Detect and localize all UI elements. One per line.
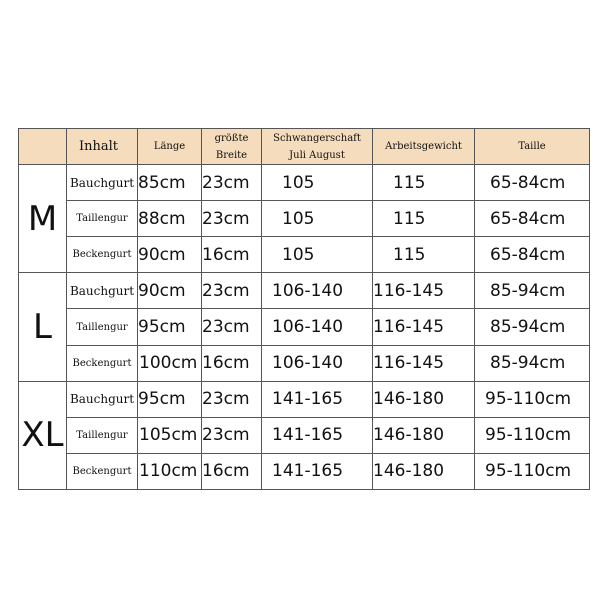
laenge-value: 95cm bbox=[138, 309, 202, 345]
arbeitsgewicht-value: 146-180 bbox=[373, 453, 475, 489]
breite-value: 23cm bbox=[202, 309, 262, 345]
header-row bbox=[19, 129, 590, 165]
laenge-value: 110cm bbox=[138, 453, 202, 489]
laenge-value: 88cm bbox=[138, 201, 202, 237]
belt-type: Beckengurt bbox=[67, 453, 138, 489]
arbeitsgewicht-value: 115 bbox=[373, 201, 475, 237]
laenge-value: 90cm bbox=[138, 273, 202, 309]
table-row bbox=[19, 273, 590, 309]
arbeitsgewicht-value: 146-180 bbox=[373, 417, 475, 453]
belt-type: Beckengurt bbox=[67, 237, 138, 273]
taille-value: 95-110cm bbox=[475, 417, 590, 453]
table-row bbox=[19, 381, 590, 417]
arbeitsgewicht-value: 115 bbox=[373, 165, 475, 201]
schwangerschaft-value: 106-140 bbox=[262, 345, 373, 381]
size-label: M bbox=[19, 165, 67, 273]
table-row bbox=[19, 345, 590, 381]
schwangerschaft-value: 106-140 bbox=[262, 273, 373, 309]
schwangerschaft-value: 106-140 bbox=[262, 309, 373, 345]
laenge-value: 105cm bbox=[138, 417, 202, 453]
laenge-value: 100cm bbox=[138, 345, 202, 381]
table-row bbox=[19, 201, 590, 237]
header-schwanger-line1: Schwangerschaft bbox=[273, 132, 361, 144]
schwangerschaft-value: 105 bbox=[262, 165, 373, 201]
belt-type: Taillengur bbox=[67, 417, 138, 453]
header-laenge: Länge bbox=[138, 129, 202, 165]
taille-value: 95-110cm bbox=[475, 381, 590, 417]
taille-value: 95-110cm bbox=[475, 453, 590, 489]
belt-type: Bauchgurt bbox=[67, 381, 138, 417]
arbeitsgewicht-value: 115 bbox=[373, 237, 475, 273]
breite-value: 16cm bbox=[202, 237, 262, 273]
header-inhalt: Inhalt bbox=[67, 129, 138, 165]
table-row bbox=[19, 237, 590, 273]
breite-value: 23cm bbox=[202, 165, 262, 201]
breite-value: 16cm bbox=[202, 453, 262, 489]
belt-type: Taillengur bbox=[67, 201, 138, 237]
table-row bbox=[19, 309, 590, 345]
size-label: XL bbox=[19, 381, 67, 489]
belt-type: Bauchgurt bbox=[67, 165, 138, 201]
breite-value: 23cm bbox=[202, 201, 262, 237]
header-taille: Taille bbox=[475, 129, 590, 165]
schwangerschaft-value: 141-165 bbox=[262, 453, 373, 489]
taille-value: 65-84cm bbox=[475, 237, 590, 273]
taille-value: 85-94cm bbox=[475, 273, 590, 309]
breite-value: 16cm bbox=[202, 345, 262, 381]
header-breite-line2: Breite bbox=[215, 149, 248, 161]
breite-value: 23cm bbox=[202, 381, 262, 417]
belt-type: Beckengurt bbox=[67, 345, 138, 381]
table-row bbox=[19, 417, 590, 453]
size-label: L bbox=[19, 273, 67, 381]
laenge-value: 95cm bbox=[138, 381, 202, 417]
header-breite bbox=[202, 129, 262, 165]
arbeitsgewicht-value: 116-145 bbox=[373, 273, 475, 309]
schwangerschaft-value: 141-165 bbox=[262, 417, 373, 453]
header-arbeitsgewicht: Arbeitsgewicht bbox=[373, 129, 475, 165]
laenge-value: 90cm bbox=[138, 237, 202, 273]
header-schwangerschaft bbox=[262, 129, 373, 165]
taille-value: 65-84cm bbox=[475, 165, 590, 201]
belt-type: Taillengur bbox=[67, 309, 138, 345]
taille-value: 65-84cm bbox=[475, 201, 590, 237]
schwangerschaft-value: 105 bbox=[262, 201, 373, 237]
breite-value: 23cm bbox=[202, 273, 262, 309]
laenge-value: 85cm bbox=[138, 165, 202, 201]
header-breite-line1: größte bbox=[214, 132, 249, 144]
size-chart-table bbox=[18, 128, 590, 490]
header-schwanger-line2: Juli August bbox=[289, 149, 345, 161]
arbeitsgewicht-value: 146-180 bbox=[373, 381, 475, 417]
header-corner-cell bbox=[19, 129, 67, 165]
schwangerschaft-value: 105 bbox=[262, 237, 373, 273]
taille-value: 85-94cm bbox=[475, 345, 590, 381]
schwangerschaft-value: 141-165 bbox=[262, 381, 373, 417]
belt-type: Bauchgurt bbox=[67, 273, 138, 309]
table-row bbox=[19, 453, 590, 489]
arbeitsgewicht-value: 116-145 bbox=[373, 345, 475, 381]
table-row bbox=[19, 165, 590, 201]
arbeitsgewicht-value: 116-145 bbox=[373, 309, 475, 345]
breite-value: 23cm bbox=[202, 417, 262, 453]
taille-value: 85-94cm bbox=[475, 309, 590, 345]
